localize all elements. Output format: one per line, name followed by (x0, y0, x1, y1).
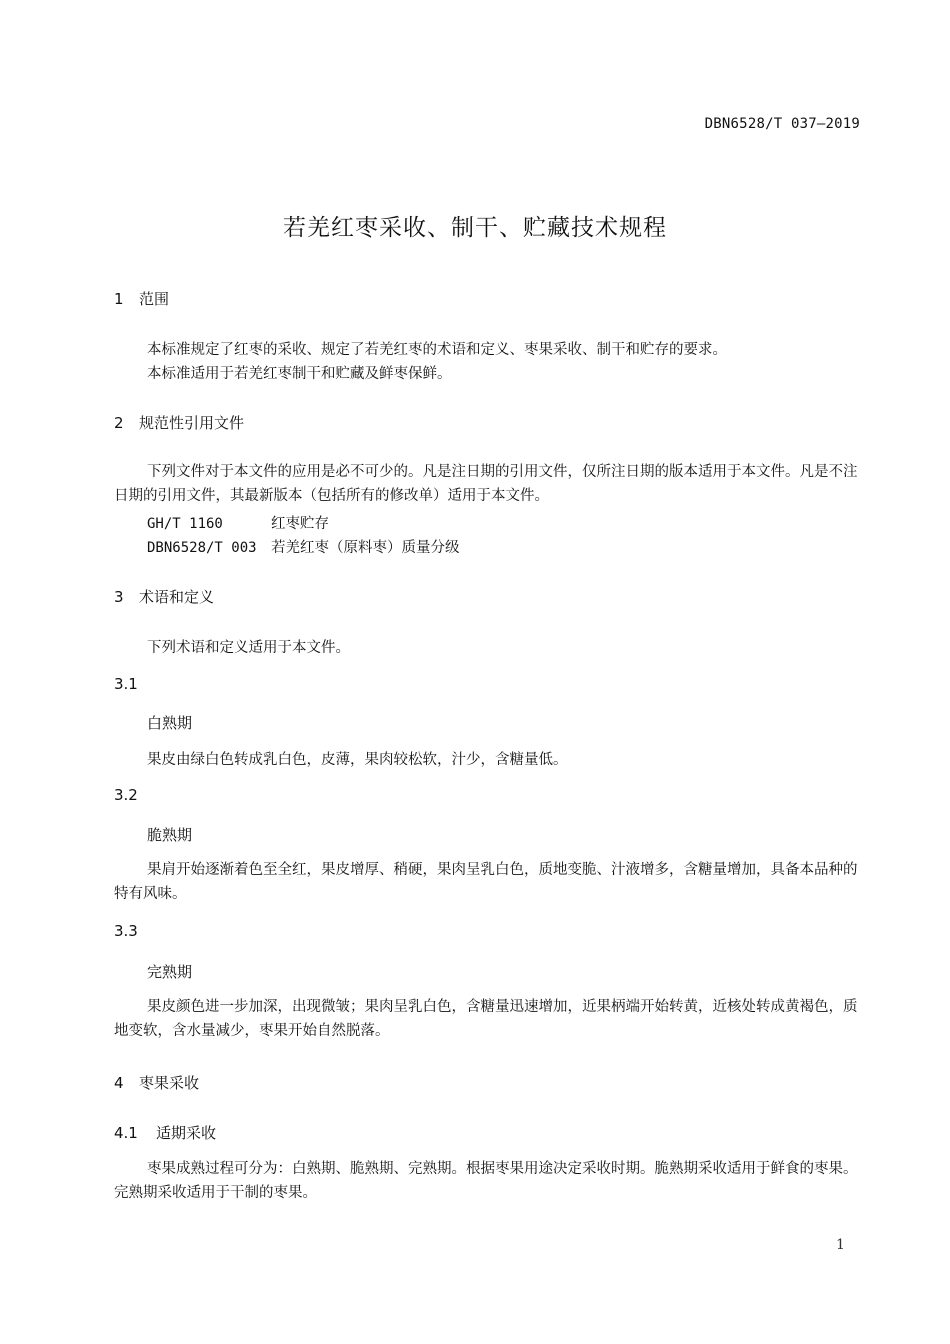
section-number: 3 (114, 588, 124, 606)
reference-code: DBN6528/T 003 (147, 540, 257, 556)
term-title: 白熟期 (147, 714, 193, 732)
section-heading-4 (114, 1072, 199, 1093)
term-number: 3.3 (114, 922, 138, 940)
section-title: 枣果采收 (139, 1074, 200, 1092)
term-number: 3.2 (114, 786, 138, 804)
section-title: 术语和定义 (139, 588, 215, 606)
section-heading-2 (114, 412, 244, 433)
subsection-heading-4-1 (114, 1122, 216, 1143)
paragraph: 下列术语和定义适用于本文件。 (147, 640, 350, 656)
subsection-number: 4.1 (114, 1124, 138, 1142)
reference-code: GH/T 1160 (147, 516, 223, 532)
reference-item (147, 536, 460, 557)
paragraph: 本标准规定了红枣的采收、规定了若羌红枣的术语和定义、枣果采收、制干和贮存的要求。 (147, 342, 727, 358)
paragraph: 下列文件对于本文件的应用是必不可少的。凡是注日期的引用文件，仅所注日期的版本适用于本文件。凡是不注日期的引用文件，其最新版本（包括所有的修改单）适用于本文件。 (114, 464, 858, 504)
term-definition: 果皮颜色进一步加深，出现微皱；果肉呈乳白色，含糖量迅速增加，近果柄端开始转黄，近核处转成黄褐色，质地变软，含水量减少，枣果开始自然脱落。 (114, 999, 858, 1039)
term-title: 脆熟期 (147, 826, 193, 844)
subsection-title: 适期采收 (156, 1124, 217, 1142)
paragraph: 枣果成熟过程可分为：白熟期、脆熟期、完熟期。根据枣果用途决定采收时期。脆熟期采收适用于鲜食的枣果。完熟期采收适用于干制的枣果。 (114, 1161, 858, 1201)
term-number: 3.1 (114, 675, 138, 693)
page-number: 1 (836, 1237, 845, 1253)
reference-name: 红枣贮存 (271, 516, 329, 532)
section-title: 规范性引用文件 (139, 414, 245, 432)
term-definition: 果皮由绿白色转成乳白色，皮薄，果肉较松软，汁少，含糖量低。 (147, 752, 568, 768)
reference-name: 若羌红枣（原料枣）质量分级 (271, 540, 460, 556)
section-title: 范围 (139, 290, 170, 308)
term-title: 完熟期 (147, 963, 193, 981)
section-heading-3 (114, 586, 214, 607)
section-number: 1 (114, 290, 124, 308)
section-number: 4 (114, 1074, 124, 1092)
section-number: 2 (114, 414, 124, 432)
term-definition: 果肩开始逐渐着色至全红，果皮增厚、稍硬，果肉呈乳白色，质地变脆、汁液增多，含糖量增加，具备本品种的特有风味。 (114, 862, 858, 902)
standard-number: DBN6528/T 037—2019 (704, 116, 860, 132)
document-title: 若羌红枣采收、制干、贮藏技术规程 (283, 215, 667, 241)
section-heading-1 (114, 288, 169, 309)
paragraph: 本标准适用于若羌红枣制干和贮藏及鲜枣保鲜。 (147, 366, 452, 382)
reference-item (147, 512, 329, 533)
